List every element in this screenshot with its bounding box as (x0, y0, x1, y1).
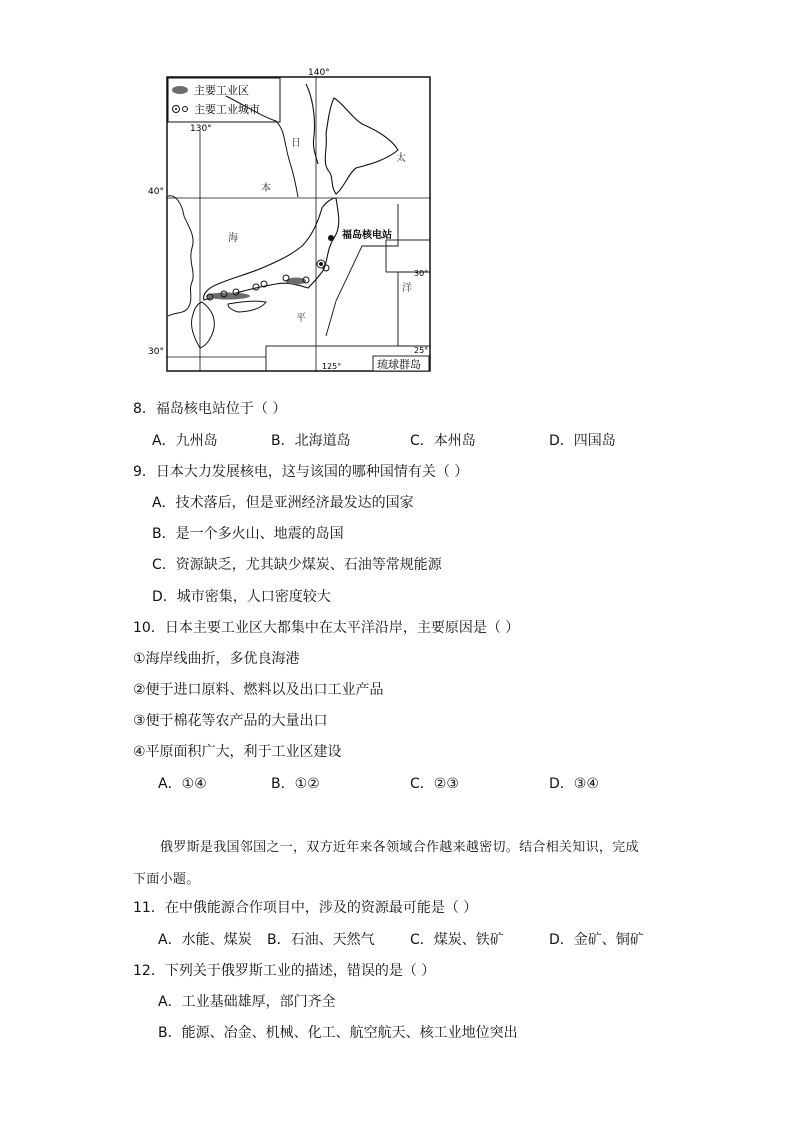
q9-option-c[interactable]: C．资源缺乏，尤其缺少煤炭、石油等常规能源 (152, 557, 442, 573)
lat-40-label: 40° (148, 187, 164, 197)
q11-option-d[interactable]: D．金矿、铜矿 (549, 932, 644, 948)
q12-option-a[interactable]: A．工业基础雄厚，部门齐全 (158, 994, 336, 1010)
question-10-stem: 10．日本主要工业区大都集中在太平洋沿岸，主要原因是（ ） (133, 620, 520, 636)
question-9-stem: 9．日本大力发展核电，这与该国的哪种国情有关（ ） (133, 464, 469, 480)
q10-item-1: ①海岸线曲折，多优良海港 (133, 651, 300, 667)
q10-option-c[interactable]: C．②③ (410, 776, 459, 792)
q8-option-d[interactable]: D．四国岛 (549, 433, 616, 449)
q10-item-2: ②便于进口原料、燃料以及出口工业产品 (133, 682, 384, 698)
lon-125-inset-label: 125° (322, 362, 342, 371)
q11-option-c[interactable]: C．煤炭、铁矿 (410, 932, 504, 948)
svg-text:太: 太 (396, 153, 406, 164)
question-11-stem: 11．在中俄能源合作项目中，涉及的资源最可能是（ ） (133, 900, 478, 916)
japan-map (148, 68, 431, 372)
question-12-stem: 12．下列关于俄罗斯工业的描述，错误的是（ ） (133, 963, 436, 979)
q10-option-b[interactable]: B．①② (271, 776, 320, 792)
q12-option-b[interactable]: B．能源、冶金、机械、化工、航空航天、核工业地位突出 (158, 1025, 518, 1041)
q11-option-b[interactable]: B．石油、天然气 (267, 932, 375, 948)
fukushima-label: 福岛核电站 (342, 230, 392, 241)
svg-text:洋: 洋 (402, 283, 412, 294)
lat-25-inset-label: 25° (414, 346, 429, 355)
q8-option-b[interactable]: B．北海道岛 (271, 433, 351, 449)
lon-130-label: 130° (190, 124, 212, 134)
q9-option-d[interactable]: D．城市密集，人口密度较大 (152, 589, 331, 605)
svg-text:本: 本 (261, 183, 271, 194)
q8-option-c[interactable]: C．本州岛 (410, 433, 476, 449)
lon-140-label: 140° (308, 68, 330, 78)
q10-option-d[interactable]: D．③④ (549, 776, 599, 792)
question-8-stem: 8．福岛核电站位于（ ） (133, 401, 287, 417)
lat-30-inset-label: 30° (414, 269, 429, 278)
q10-item-3: ③便于棉花等农产品的大量出口 (133, 713, 328, 729)
ryukyu-label: 琉球群岛 (377, 358, 421, 371)
q11-option-a[interactable]: A．水能、煤炭 (158, 932, 252, 948)
q8-option-a[interactable]: A．九州岛 (152, 433, 218, 449)
passage-line-2: 下面小题。 (133, 872, 200, 887)
svg-text:日: 日 (291, 138, 301, 149)
q10-option-a[interactable]: A．①④ (158, 776, 207, 792)
lat-30-label: 30° (148, 347, 164, 357)
svg-text:平: 平 (296, 313, 306, 324)
q10-item-4: ④平原面积广大，利于工业区建设 (133, 744, 342, 760)
passage-line-1: 俄罗斯是我国邻国之一，双方近年来各领域合作越来越密切。结合相关知识，完成 (160, 840, 639, 855)
svg-text:海: 海 (228, 233, 238, 244)
q9-option-b[interactable]: B．是一个多火山、地震的岛国 (152, 526, 344, 542)
fukushima-marker (328, 235, 334, 241)
legend-industrial-city: 主要工业城市 (194, 103, 260, 116)
legend-industrial-zone: 主要工业区 (194, 84, 249, 97)
q9-option-a[interactable]: A．技术落后，但是亚洲经济最发达的国家 (152, 495, 414, 511)
